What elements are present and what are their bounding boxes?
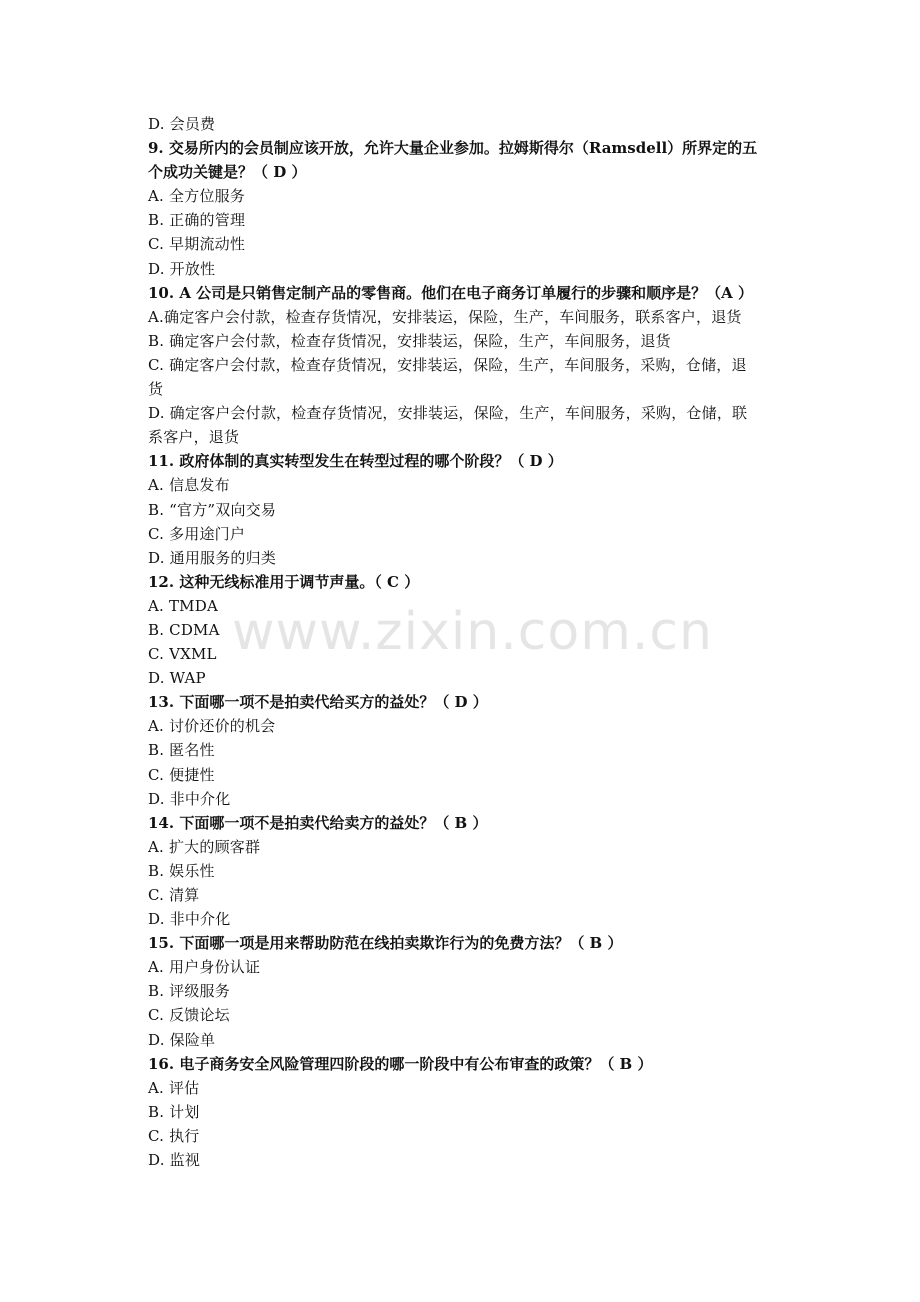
option-line: C. 早期流动性: [148, 235, 246, 254]
option-line: B. 确定客户会付款，检查存货情况，安排装运，保险，生产，车间服务，退货: [148, 331, 671, 350]
option-line: D. 通用服务的归类: [148, 548, 277, 567]
option-line: C. 确定客户会付款，检查存货情况，安排装运，保险，生产，车间服务，采购，仓储，退: [148, 355, 747, 374]
option-line: C. 反馈论坛: [148, 1006, 230, 1025]
option-line: B. 计划: [148, 1102, 200, 1121]
question-line: 12. 这种无线标准用于调节声量。（ C ）: [148, 572, 420, 591]
option-line: 系客户，退货: [148, 428, 240, 447]
option-line: 货: [148, 380, 164, 399]
option-line: D. 会员费: [148, 115, 216, 133]
option-line: D. 确定客户会付款，检查存货情况，安排装运，保险，生产，车间服务，采购，仓储，联: [148, 404, 748, 423]
option-line: C. 多用途门户: [148, 524, 246, 543]
option-line: D. 非中介化: [148, 789, 231, 808]
question-line: 11. 政府体制的真实转型发生在转型过程的哪个阶段？（ D ）: [148, 452, 563, 471]
option-line: D. WAP: [148, 669, 206, 688]
option-line: C. VXML: [148, 645, 217, 664]
option-line: C. 执行: [148, 1126, 200, 1145]
question-line: 10. A 公司是只销售定制产品的零售商。他们在电子商务订单履行的步骤和顺序是？（A ）: [148, 283, 754, 302]
option-line: B. 评级服务: [148, 982, 230, 1001]
option-line: A.确定客户会付款，检查存货情况，安排装运，保险，生产，车间服务，联系客户，退货: [148, 307, 742, 326]
question-line: 16. 电子商务安全风险管理四阶段的哪一阶段中有公布审查的政策？（ B ）: [148, 1054, 653, 1073]
watermark: www.zixin.com.cn: [232, 602, 713, 662]
question-line: 14. 下面哪一项不是拍卖代给卖方的益处？（ B ）: [148, 813, 488, 832]
option-line: C. 清算: [148, 886, 200, 904]
option-line: D. 非中介化: [148, 910, 231, 929]
option-line: B. 正确的管理: [148, 211, 246, 230]
question-line: 个成功关键是？（ D ）: [148, 163, 307, 182]
option-line: A. 评估: [148, 1078, 200, 1097]
option-line: B. “官方”双向交易: [148, 500, 277, 519]
document-body: [148, 112, 788, 1172]
question-line: 15. 下面哪一项是用来帮助防范在线拍卖欺诈行为的免费方法？（ B ）: [148, 934, 623, 953]
option-line: B. 娱乐性: [148, 861, 215, 880]
option-line: D. 保险单: [148, 1030, 216, 1049]
option-line: B. CDMA: [148, 620, 220, 639]
option-line: D. 开放性: [148, 259, 216, 278]
option-line: A. 扩大的顾客群: [148, 837, 261, 856]
option-line: B. 匿名性: [148, 741, 215, 760]
option-line: A. 信息发布: [148, 476, 230, 495]
option-line: A. TMDA: [148, 596, 218, 615]
question-line: 9. 交易所内的会员制应该开放，允许大量企业参加。拉姆斯得尔（Ramsdell）所界定的五: [148, 139, 758, 158]
option-line: A. 讨价还价的机会: [148, 717, 276, 736]
option-line: C. 便捷性: [148, 765, 215, 784]
option-line: A. 全方位服务: [148, 187, 245, 206]
question-line: 13. 下面哪一项不是拍卖代给买方的益处？（ D ）: [148, 693, 488, 712]
option-line: A. 用户身份认证: [148, 958, 261, 977]
option-line: D. 监视: [148, 1151, 201, 1170]
